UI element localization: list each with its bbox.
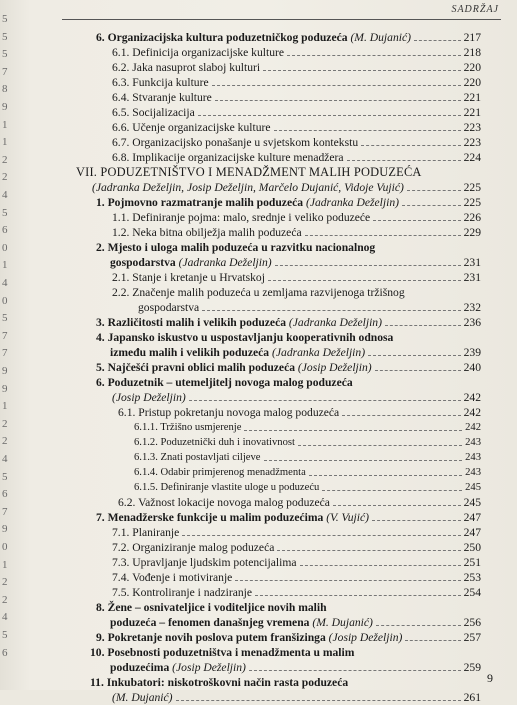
- toc-entry-page: 223: [463, 121, 481, 134]
- gutter-digit: 2: [2, 435, 8, 448]
- toc-entry-title: [96, 375, 353, 390]
- toc-entry-text: 10.: [90, 646, 108, 659]
- toc-entry-text: 4.: [96, 331, 108, 344]
- toc-leader-dots: [342, 415, 461, 416]
- toc-entry-title: [134, 465, 306, 480]
- toc-entry-page: 223: [463, 136, 481, 149]
- toc-entry-text: 6.4. Stvaranje kulture: [112, 91, 212, 104]
- toc-entry-author: (Jadranka Deželjin): [288, 316, 382, 329]
- toc-entry-text: 6.1.3. Znati postavljati ciljeve: [134, 452, 261, 463]
- toc-entry-title: [112, 585, 252, 600]
- toc-entry-author: (Josip Deželjin): [297, 361, 372, 374]
- gutter-digit: 6: [2, 646, 8, 659]
- toc-entry-page: 231: [463, 256, 481, 269]
- toc-entry-text: 6.1. Pristup pokretanju novoga malog poduzeća: [118, 406, 340, 419]
- toc-entry-author: (Jadranka Deželjin): [272, 346, 366, 359]
- toc-entry-page: 239: [463, 346, 481, 359]
- toc-entry-page: 217: [463, 31, 481, 44]
- toc-entry-text: 1.2. Neka bitna obilježja malih poduzeća: [112, 226, 302, 239]
- toc-entry-text: 6.3. Funkcija kulture: [112, 76, 209, 89]
- gutter-digit: 0: [2, 541, 8, 553]
- gutter-digit: 0: [2, 294, 8, 307]
- toc-entry-title: [112, 75, 209, 90]
- toc-entry-page: 229: [463, 226, 481, 239]
- toc-entry-page: 245: [465, 482, 481, 493]
- toc-leader-dots: [309, 475, 462, 476]
- toc-entry-text: 5.: [96, 361, 108, 374]
- toc-entry-title: [96, 30, 411, 45]
- toc-entry-title: [112, 540, 274, 555]
- toc-leader-dots: [376, 625, 461, 626]
- toc-leader-dots: [189, 400, 461, 401]
- toc-entry-text: Japansko iskustvo u uspostavljanju kooperativnih odnosa: [107, 331, 394, 344]
- toc-entry-page: 256: [463, 616, 481, 629]
- toc-entry-page: 242: [465, 422, 481, 433]
- page-number: 9: [487, 671, 493, 685]
- gutter-digit: 1: [2, 118, 8, 131]
- toc-entry-author: (M. Dujanić): [112, 691, 173, 704]
- toc-entry-text: 7.4. Vođenje i motiviranje: [112, 571, 233, 584]
- toc-entry-page: 243: [465, 467, 481, 478]
- toc-leader-dots: [287, 55, 461, 56]
- toc-entry-text: 6.1.2. Poduzetnički duh i inovativnost: [134, 437, 295, 448]
- toc-entry-title: [112, 120, 271, 135]
- toc-entry-text: gospodarstva: [110, 256, 179, 269]
- toc-entry-text: 6.: [96, 31, 108, 44]
- previous-page-edge: [0, 0, 14, 690]
- toc-leader-dots: [268, 280, 461, 281]
- toc-entry-title: [112, 285, 405, 300]
- toc-entry-author: (V. Vujić): [326, 511, 369, 524]
- toc-leader-dots: [182, 535, 461, 536]
- toc-entry-text: Pokretanje novih poslova putem franšizinga: [107, 631, 329, 644]
- toc-entry-page: 242: [463, 391, 481, 404]
- toc-entry-text: Žene – osnivateljice i voditeljice novih malih: [107, 601, 327, 614]
- gutter-digit: 9: [2, 365, 8, 377]
- toc-entry-page: 220: [463, 61, 481, 74]
- toc-leader-dots: [176, 700, 461, 701]
- toc-entry-title: [110, 255, 272, 270]
- toc-entry-title: [96, 600, 327, 615]
- toc-entry-text: 6.6. Učenje organizacijske kulture: [112, 121, 271, 134]
- gutter-digit: 2: [2, 153, 8, 166]
- gutter-digit: 1: [2, 259, 8, 272]
- gutter-digit: 5: [2, 629, 8, 641]
- toc-entry-title: [112, 45, 284, 60]
- toc-entry-title: [96, 315, 382, 330]
- toc-leader-dots: [372, 520, 461, 521]
- toc-entry-text: 6.1.1. Tržišno usmjerenje: [134, 422, 242, 433]
- toc-entry-text: 1.1. Definiranje pojma: malo, srednje i veliko poduzeće: [112, 211, 371, 224]
- running-header: SADRŽAJ: [451, 4, 499, 15]
- toc-leader-dots: [212, 85, 461, 86]
- toc-entry-title: [118, 495, 330, 510]
- toc-entry-title: [138, 300, 199, 315]
- toc-leader-dots: [405, 640, 461, 641]
- toc-leader-dots: [198, 115, 461, 116]
- toc-leader-dots: [373, 220, 461, 221]
- toc-entry-page: 254: [463, 586, 481, 599]
- gutter-digit: 5: [2, 30, 8, 43]
- gutter-digit: 6: [2, 224, 8, 237]
- toc-entry-page: 253: [463, 571, 481, 584]
- gutter-digit: 2: [2, 171, 8, 184]
- toc-leader-dots: [275, 265, 461, 266]
- toc-entry-page: 220: [463, 76, 481, 89]
- toc-leader-dots: [361, 145, 461, 146]
- gutter-digit: 4: [2, 277, 8, 289]
- toc-entry-text: poduzećima: [110, 661, 173, 674]
- gutter-digit: 5: [2, 48, 8, 61]
- toc-entry-title: [112, 105, 195, 120]
- toc-entry-page: 250: [463, 541, 481, 554]
- toc-entry-text: 6.2. Jaka nasuprot slaboj kulturi: [112, 61, 261, 74]
- toc-leader-dots: [333, 505, 461, 506]
- toc-entry-page: 226: [463, 211, 481, 224]
- gutter-digit: 6: [2, 488, 8, 501]
- gutter-digit: 7: [2, 329, 8, 342]
- toc-entry-page: 257: [463, 631, 481, 644]
- toc-leader-dots: [305, 235, 461, 236]
- gutter-digit: 7: [2, 347, 8, 360]
- toc-entry-text: 6.2. Važnost lokacije novoga malog poduzeća: [118, 496, 330, 509]
- gutter-digit: 4: [2, 189, 8, 201]
- toc-leader-dots: [375, 370, 461, 371]
- toc-entry-page: 245: [463, 496, 481, 509]
- toc-entry-text: 7.: [96, 511, 108, 524]
- gutter-digit: 4: [2, 611, 8, 624]
- toc-entry-text: Mjesto i uloga malih poduzeća u razvitku nacionalnog: [107, 241, 376, 254]
- gutter-digit: 8: [2, 83, 8, 96]
- gutter-digit: 1: [2, 136, 8, 149]
- toc-entry-title: [112, 225, 302, 240]
- toc-entry-title: [90, 675, 348, 690]
- gutter-digit: 9: [2, 382, 8, 395]
- toc-entry-author: (Josip Deželjin): [328, 631, 403, 644]
- toc-entry-text: 7.2. Organiziranje malog poduzeća: [112, 541, 275, 554]
- toc-leader-dots: [402, 205, 461, 206]
- toc-entry-title: [96, 630, 402, 645]
- toc-entry-title: [112, 210, 370, 225]
- toc-leader-dots: [255, 595, 461, 596]
- toc-entry-page: 243: [465, 437, 481, 448]
- toc-leader-dots: [263, 70, 461, 71]
- toc-entry-author: (Jadranka Deželjin, Josip Deželjin, Marčelo Dujanić, Vidoje Vujić): [92, 181, 404, 194]
- toc-entry-title: [134, 435, 295, 450]
- toc-entry-page: 218: [463, 46, 481, 59]
- toc-entry-title: [134, 450, 261, 465]
- gutter-digit: 7: [2, 65, 8, 78]
- gutter-digit: 1: [2, 400, 8, 413]
- toc-entry-title: [96, 510, 369, 525]
- gutter-digit: 2: [2, 576, 8, 589]
- toc-entry-title: [112, 690, 173, 705]
- toc-entry-text: Najčešći pravni oblici malih poduzeća: [107, 361, 298, 374]
- gutter-digit: 5: [2, 206, 8, 219]
- gutter-digit: 9: [2, 523, 8, 536]
- toc-entry-title: [112, 150, 344, 165]
- gutter-digit: 9: [2, 101, 8, 113]
- toc-entry-title: [112, 90, 212, 105]
- toc-leader-dots: [368, 355, 461, 356]
- toc-entry-title: [110, 660, 246, 675]
- toc-entry-page: 240: [463, 361, 481, 374]
- toc-leader-dots: [414, 40, 461, 41]
- toc-entry-text: 2.2. Značenje malih poduzeća u zemljama razvijenoga tržišnog: [112, 286, 405, 299]
- toc-entry-title: [112, 60, 260, 75]
- toc-entry-text: 7.5. Kontroliranje i nadziranje: [112, 586, 253, 599]
- toc-leader-dots: [277, 550, 461, 551]
- toc-entry-title: [112, 525, 179, 540]
- gutter-digit: 5: [2, 13, 8, 25]
- toc-entry-text: 6.1. Definicija organizacijske kulture: [112, 46, 285, 59]
- gutter-digit: 7: [2, 505, 8, 518]
- toc-entry-page: 221: [463, 91, 481, 104]
- toc-leader-dots: [298, 445, 462, 446]
- gutter-digit: 5: [2, 312, 8, 325]
- toc-entry-title: [112, 270, 265, 285]
- toc-entry-title: [92, 180, 404, 195]
- toc-entry-title: [112, 570, 232, 585]
- toc-entry-title: [134, 420, 241, 435]
- toc-entry-page: 224: [463, 151, 481, 164]
- gutter-digit: 4: [2, 453, 8, 465]
- toc-entry-page: 225: [463, 196, 481, 209]
- gutter-digit: 2: [2, 593, 8, 606]
- toc-entry-text: 1.: [96, 196, 108, 209]
- toc-entry-text: 7.3. Upravljanje ljudskim potencijalima: [112, 556, 297, 569]
- toc-entry-text: Različitosti malih i velikih poduzeća: [107, 316, 289, 329]
- toc-entry-page: 221: [463, 106, 481, 119]
- toc-entry-author: (M. Dujanić): [350, 31, 411, 44]
- toc-entry-text: 11.: [90, 676, 107, 689]
- toc-entry-title: [112, 555, 297, 570]
- toc-entry-page: 242: [463, 406, 481, 419]
- header-rule: [62, 19, 501, 20]
- toc-leader-dots: [322, 490, 462, 491]
- toc-entry-title: [96, 240, 375, 255]
- toc-entry-page: 231: [463, 271, 481, 284]
- toc-entry-text: 8.: [96, 601, 108, 614]
- toc-leader-dots: [274, 130, 461, 131]
- toc-entry-text: 9.: [96, 631, 108, 644]
- toc-entry-text: VII. PODUZETNIŠTVO I MENADŽMENT MALIH PODUZEĆA: [76, 165, 422, 179]
- toc-entry-page: 259: [463, 661, 481, 674]
- toc-entry-page: 251: [463, 556, 481, 569]
- gutter-digit: 0: [2, 241, 8, 254]
- toc-entry-text: Organizacijska kultura poduzetničkog poduzeća: [107, 31, 351, 44]
- toc-entry-page: 247: [463, 511, 481, 524]
- toc-entry-page: 247: [463, 526, 481, 539]
- gutter-digit: 2: [2, 417, 8, 430]
- toc-entry-title: [110, 345, 365, 360]
- toc-entry-title: [96, 195, 399, 210]
- toc-entry-author: (Josip Deželjin): [172, 661, 246, 674]
- toc-leader-dots: [244, 430, 462, 431]
- toc-leader-dots: [264, 460, 462, 461]
- toc-leader-dots: [202, 310, 461, 311]
- toc-entry-title: [96, 360, 372, 375]
- toc-entry-title: [96, 330, 393, 345]
- toc-entry-title: [110, 615, 373, 630]
- toc-entry-text: 6.: [96, 376, 108, 389]
- toc-entry-author: (Jadranka Deželjin): [305, 196, 399, 209]
- toc-entry-title: [118, 405, 339, 420]
- toc-entry-text: 2.1. Stanje i kretanje u Hrvatskoj: [112, 271, 265, 284]
- toc-entry-title: [112, 390, 186, 405]
- toc-entry-text: između malih i velikih poduzeća: [110, 346, 273, 359]
- toc-entry-page: 225: [463, 181, 481, 194]
- toc-entry-author: (M. Dujanić): [312, 616, 373, 629]
- toc-leader-dots: [300, 565, 461, 566]
- toc-entry-author: (Jadranka Deželjin): [178, 256, 272, 269]
- toc-entry-text: 6.7. Organizacijsko ponašanje u svjetskom kontekstu: [112, 136, 359, 149]
- toc-entry-text: Poduzetnik – utemeljitelj novoga malog poduzeća: [107, 376, 353, 389]
- toc-entry-text: Pojmovno razmatranje malih poduzeća: [107, 196, 306, 209]
- toc-entry-text: 2.: [96, 241, 108, 254]
- toc-leader-dots: [249, 670, 461, 671]
- toc-entry-text: gospodarstva: [138, 301, 200, 314]
- toc-entry-page: 261: [463, 691, 481, 704]
- toc-entry-title: [112, 135, 358, 150]
- toc-entry-text: 6.1.4. Odabir primjerenog menadžmenta: [134, 467, 306, 478]
- toc-leader-dots: [215, 100, 461, 101]
- toc-entry-text: 6.5. Socijalizacija: [112, 106, 195, 119]
- toc-entry-text: Inkubatori: niskotroškovni način rasta poduzeća: [106, 676, 349, 689]
- toc-leader-dots: [235, 580, 461, 581]
- toc-entry-text: 6.8. Implikacije organizacijske kulture menadžera: [112, 151, 344, 164]
- toc-leader-dots: [347, 160, 461, 161]
- toc-entry-text: 3.: [96, 316, 108, 329]
- toc-entry-text: 6.1.5. Definiranje vlastite uloge u poduzeću: [134, 482, 320, 493]
- toc-entry-author: (Josip Deželjin): [112, 391, 186, 404]
- toc-entry-page: 243: [465, 452, 481, 463]
- toc-entry-page: 232: [463, 301, 481, 314]
- toc-entry-text: 7.1. Planiranje: [112, 526, 180, 539]
- toc-entry-page: 236: [463, 316, 481, 329]
- toc-leader-dots: [385, 325, 461, 326]
- toc-entry-text: Posebnosti poduzetništva i menadžmenta u malim: [107, 646, 355, 659]
- gutter-digit: 1: [2, 558, 8, 571]
- toc-entry-text: Menadžerske funkcije u malim poduzećima: [107, 511, 327, 524]
- toc-entry-title: [76, 165, 422, 180]
- toc-entry-title: [90, 645, 354, 660]
- gutter-digit: 5: [2, 470, 8, 483]
- toc-leader-dots: [407, 190, 461, 191]
- toc-entry-title: [134, 480, 319, 495]
- toc-entry-text: poduzeća – fenomen današnjeg vremena: [110, 616, 313, 629]
